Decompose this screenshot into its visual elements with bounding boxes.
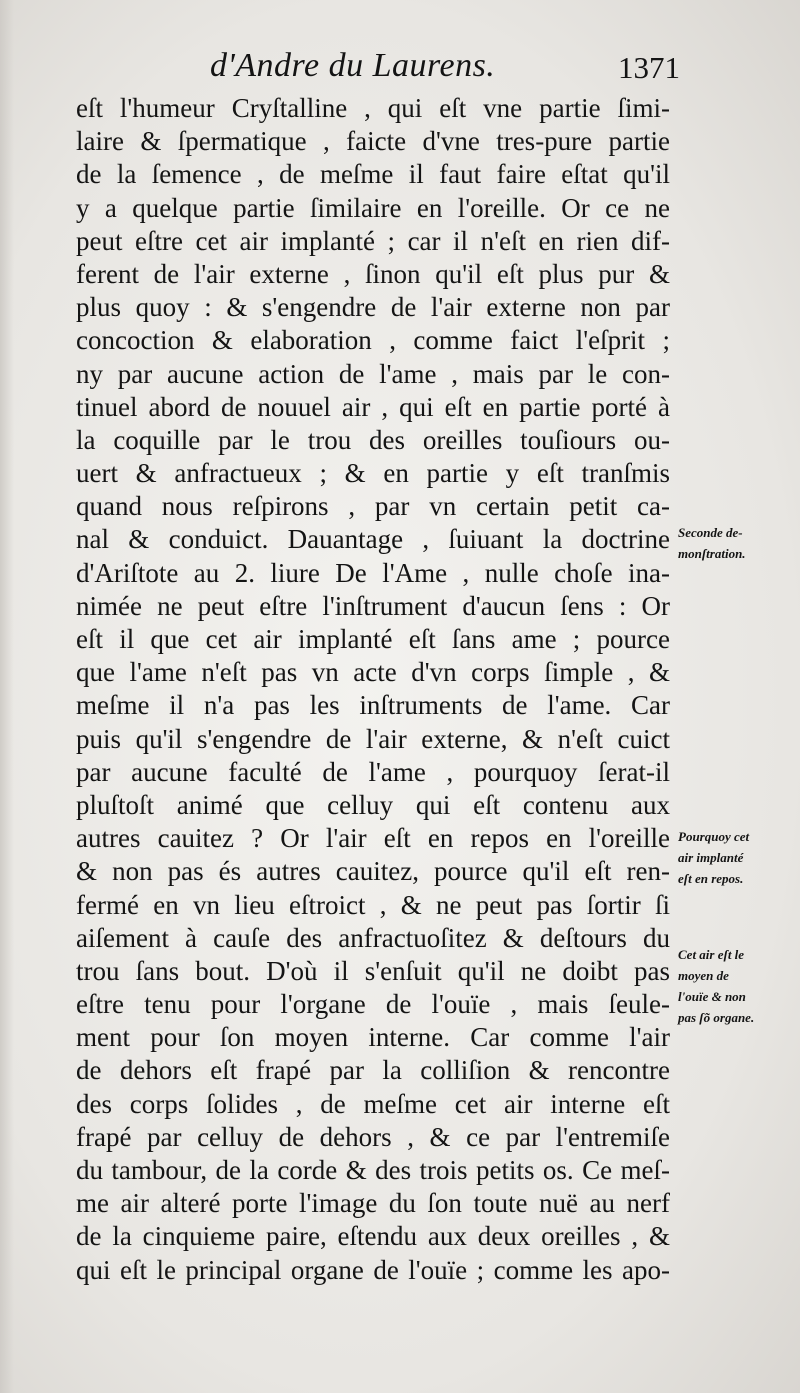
- text-line: meſme il n'a pas les inſtruments de l'ame. Car: [76, 690, 670, 721]
- page-number: 1371: [618, 50, 680, 85]
- text-line: ny par aucune action de l'ame , mais par le con-: [76, 358, 670, 389]
- margin-note-air-medium: [678, 944, 796, 1028]
- text-line: nal & conduict. Dauantage , ſuiuant la doctrine: [76, 524, 670, 555]
- text-line: peut eſtre cet air implanté ; car il n'eſt en rien dif-: [76, 225, 670, 256]
- text-line: d'Ariſtote au 2. liure De l'Ame , nulle choſe ina-: [76, 557, 670, 588]
- text-line: qui eſt le principal organe de l'ouïe ; comme les apo-: [76, 1254, 670, 1285]
- text-line: pluſtoſt animé que celluy qui eſt contenu aux: [76, 789, 670, 820]
- text-line: ferent de l'air externe , ſinon qu'il eſt plus pur &: [76, 258, 670, 289]
- text-line: frapé par celluy de dehors , & ce par l'entremiſe: [76, 1121, 670, 1152]
- text-line: de la ſemence , de meſme il faut faire eſtat qu'il: [76, 159, 670, 190]
- text-line: du tambour, de la corde & des trois petits os. Ce meſ-: [76, 1155, 670, 1185]
- margin-note-line: l'ouïe & non: [678, 989, 746, 1004]
- margin-note-line: pas ſõ organe.: [678, 1010, 755, 1025]
- text-line: laire & ſpermatique , faicte d'vne tres-pure partie: [76, 126, 670, 157]
- margin-note-line: Seconde de-: [678, 525, 743, 540]
- running-head: d'Andre du Laurens.: [210, 47, 496, 84]
- margin-note-line: Cet air eſt le: [678, 947, 745, 962]
- margin-note-line: Pourquoy cet: [678, 829, 750, 844]
- text-line: la coquille par le trou des oreilles touſiours ou-: [76, 424, 670, 455]
- margin-note-second-demonstration: [678, 522, 796, 564]
- text-line: & non pas és autres cauitez, pource qu'il eſt ren-: [76, 856, 670, 887]
- text-line: eſt l'humeur Cryſtalline , qui eſt vne partie ſimi-: [76, 93, 670, 123]
- body-text: [76, 92, 670, 1287]
- text-line: que l'ame n'eſt pas vn acte d'vn corps ſimple , &: [76, 657, 670, 688]
- text-line: puis qu'il s'engendre de l'air externe, & n'eſt cuict: [76, 723, 670, 754]
- text-line: ment pour ſon moyen interne. Car comme l'air: [76, 1022, 670, 1053]
- page-header: [60, 44, 680, 92]
- margin-note-line: moyen de: [678, 968, 729, 983]
- text-line: trou ſans bout. D'où il s'enſuit qu'il ne doibt pas: [76, 955, 670, 986]
- margin-note-line: eſt en repos.: [678, 871, 744, 886]
- text-line: de la cinquieme paire, eſtendu aux deux oreilles , &: [76, 1221, 670, 1252]
- text-line: de dehors eſt frapé par la colliſion & rencontre: [76, 1055, 670, 1086]
- text-line: eſtre tenu pour l'organe de l'ouïe , mais ſeule-: [76, 989, 670, 1020]
- text-line: tinuel abord de nouuel air , qui eſt en partie porté à: [76, 391, 670, 422]
- text-line: aiſement à cauſe des anfractuoſitez & deſtours du: [76, 922, 670, 953]
- text-line: fermé en vn lieu eſtroict , & ne peut pas ſortir ſi: [76, 889, 670, 920]
- margin-note-line: monſtration.: [678, 546, 746, 561]
- text-line: quand nous reſpirons , par vn certain petit ca-: [76, 491, 670, 522]
- text-line: me air alteré porte l'image du ſon toute nuë au nerf: [76, 1188, 670, 1219]
- text-line: eſt il que cet air implanté eſt ſans ame ; pource: [76, 624, 670, 654]
- text-line: y a quelque partie ſimilaire en l'oreille. Or ce ne: [76, 192, 670, 223]
- text-line: autres cauitez ? Or l'air eſt en repos en l'oreille: [76, 823, 670, 854]
- margin-note-line: air implanté: [678, 850, 744, 865]
- text-line: plus quoy : & s'engendre de l'air externe non par: [76, 292, 670, 323]
- text-line: des corps ſolides , de meſme cet air interne eſt: [76, 1088, 670, 1119]
- page-edge-shadow: [0, 0, 14, 1393]
- margin-note-air-at-rest: [678, 826, 796, 889]
- text-line: nimée ne peut eſtre l'inſtrument d'aucun ſens : Or: [76, 590, 670, 621]
- text-line: uert & anfractueux ; & en partie y eſt tranſmis: [76, 458, 670, 489]
- text-line: par aucune faculté de l'ame , pourquoy ſerat-il: [76, 756, 670, 787]
- text-line: concoction & elaboration , comme faict l'eſprit ;: [76, 325, 670, 356]
